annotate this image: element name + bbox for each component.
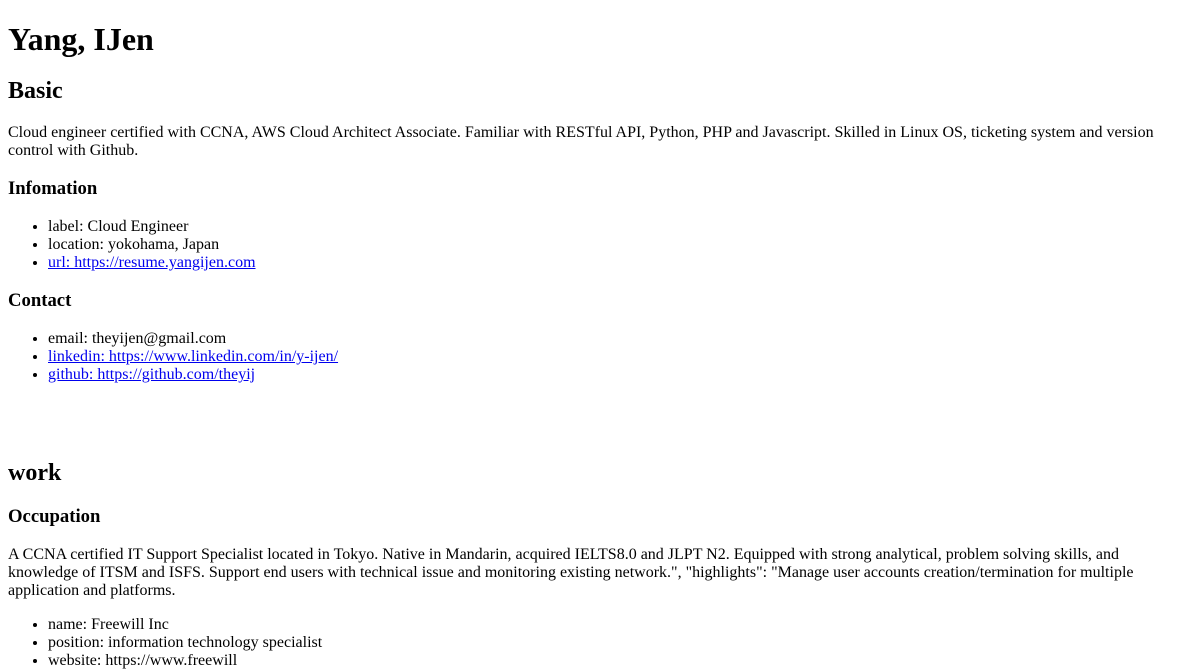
resume-page — [0, 21, 1181, 670]
occupation-heading: Occupation — [8, 506, 101, 527]
info-item-label: • label: Cloud Engineer — [48, 218, 1173, 236]
contact-item-email: • email: theyijen@gmail.com — [48, 330, 1173, 348]
work-heading: work — [8, 460, 62, 486]
contact-list — [8, 330, 1173, 384]
linkedin-link[interactable]: linkedin: https://www.linkedin.com/in/y-ijen/ — [48, 348, 339, 365]
work-item-name: • name: Freewill Inc — [48, 616, 1173, 634]
work-item-position: • position: information technology specialist — [48, 634, 1173, 652]
page-title: Yang, IJen — [8, 21, 154, 57]
section-spacer — [8, 400, 1173, 440]
info-list — [8, 218, 1173, 272]
contact-heading: Contact — [8, 290, 72, 311]
contact-item-github — [48, 366, 1173, 384]
github-link[interactable]: github: https://github.com/theyij — [48, 366, 256, 383]
url-link[interactable]: url: https://resume.yangijen.com — [48, 254, 256, 271]
work-summary: A CCNA certified IT Support Specialist located in Tokyo. Native in Mandarin, acquired IELTS8.0 and JLPT N2. Equipped with strong analytical, problem solving skills, and knowledge of ITSM and ISFS. Support end users with technical issue and monitoring existing network.", "highlights": "Manage user accounts creation/termination for multiple application and platforms. — [8, 546, 1134, 599]
basic-heading: Basic — [8, 78, 63, 104]
info-item-location: • location: yokohama, Japan — [48, 236, 1173, 254]
work-item-website: • website: https://www.freewill — [48, 652, 1173, 670]
info-item-url — [48, 254, 1173, 272]
work-list — [8, 616, 1173, 670]
contact-item-linkedin — [48, 348, 1173, 366]
basic-summary: Cloud engineer certified with CCNA, AWS Cloud Architect Associate. Familiar with RESTful API, Python, PHP and Javascript. Skilled in Linux OS, ticketing system and version control with Github. — [8, 124, 1154, 159]
info-heading: Infomation — [8, 178, 98, 199]
